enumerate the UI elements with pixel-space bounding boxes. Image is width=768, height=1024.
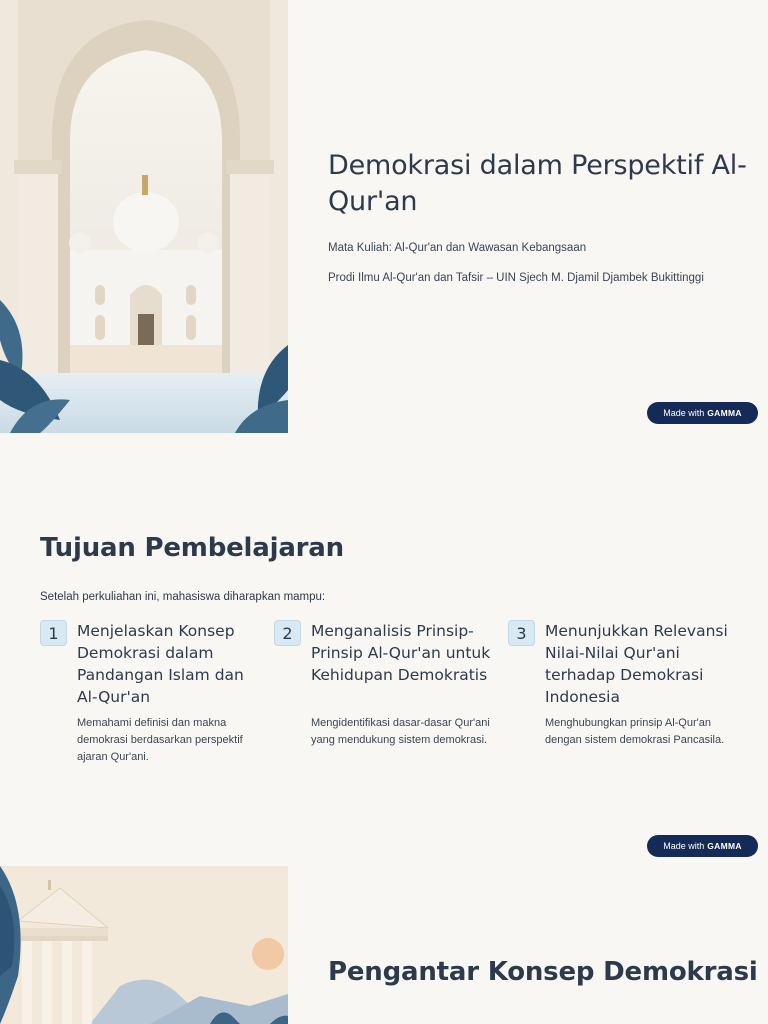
gamma-logo: GAMMA xyxy=(707,408,742,418)
objective-number: 2 xyxy=(274,620,301,646)
slide-title xyxy=(0,0,768,433)
objective-number: 3 xyxy=(508,620,535,646)
introduction-heading: Pengantar Konsep Demokrasi xyxy=(328,957,758,987)
slide-title-heading: Demokrasi dalam Perspektif Al-Qur'an xyxy=(328,150,747,217)
badge-prefix: Made with xyxy=(663,841,705,851)
objectives-list xyxy=(40,620,730,780)
objectives-intro: Setelah perkuliahan ini, mahasiswa diharapkan mampu: xyxy=(40,591,326,603)
objective-title: Menjelaskan Konsep Demokrasi dalam Pandangan Islam dan Al-Qur'an xyxy=(77,622,244,706)
objective-description: Mengidentifikasi dasar-dasar Qur'ani yang mendukung sistem demokrasi. xyxy=(311,717,490,746)
program-subtitle: Prodi Ilmu Al-Qur'an dan Tafsir – UIN Sjech M. Djamil Djambek Bukittinggi xyxy=(328,272,704,284)
made-with-gamma-badge[interactable] xyxy=(647,835,758,857)
objective-number: 1 xyxy=(40,620,67,646)
objective-title: Menganalisis Prinsip-Prinsip Al-Qur'an untuk Kehidupan Demokratis xyxy=(311,622,491,684)
objectives-heading: Tujuan Pembelajaran xyxy=(40,533,344,563)
gamma-logo: GAMMA xyxy=(707,841,742,851)
made-with-gamma-badge[interactable] xyxy=(647,402,758,424)
objective-title: Menunjukkan Relevansi Nilai-Nilai Qur'ani terhadap Demokrasi Indonesia xyxy=(545,622,728,706)
classical-building-illustration xyxy=(0,866,288,1024)
course-subtitle: Mata Kuliah: Al-Qur'an dan Wawasan Kebangsaan xyxy=(328,242,587,254)
slide-introduction xyxy=(0,866,768,1024)
objective-description: Memahami definisi dan makna demokrasi berdasarkan perspektif ajaran Qur'ani. xyxy=(77,717,243,763)
objective-description: Menghubungkan prinsip Al-Qur'an dengan sistem demokrasi Pancasila. xyxy=(545,717,725,746)
mosque-illustration xyxy=(0,0,288,433)
badge-prefix: Made with xyxy=(663,408,705,418)
slide-objectives xyxy=(0,433,768,866)
